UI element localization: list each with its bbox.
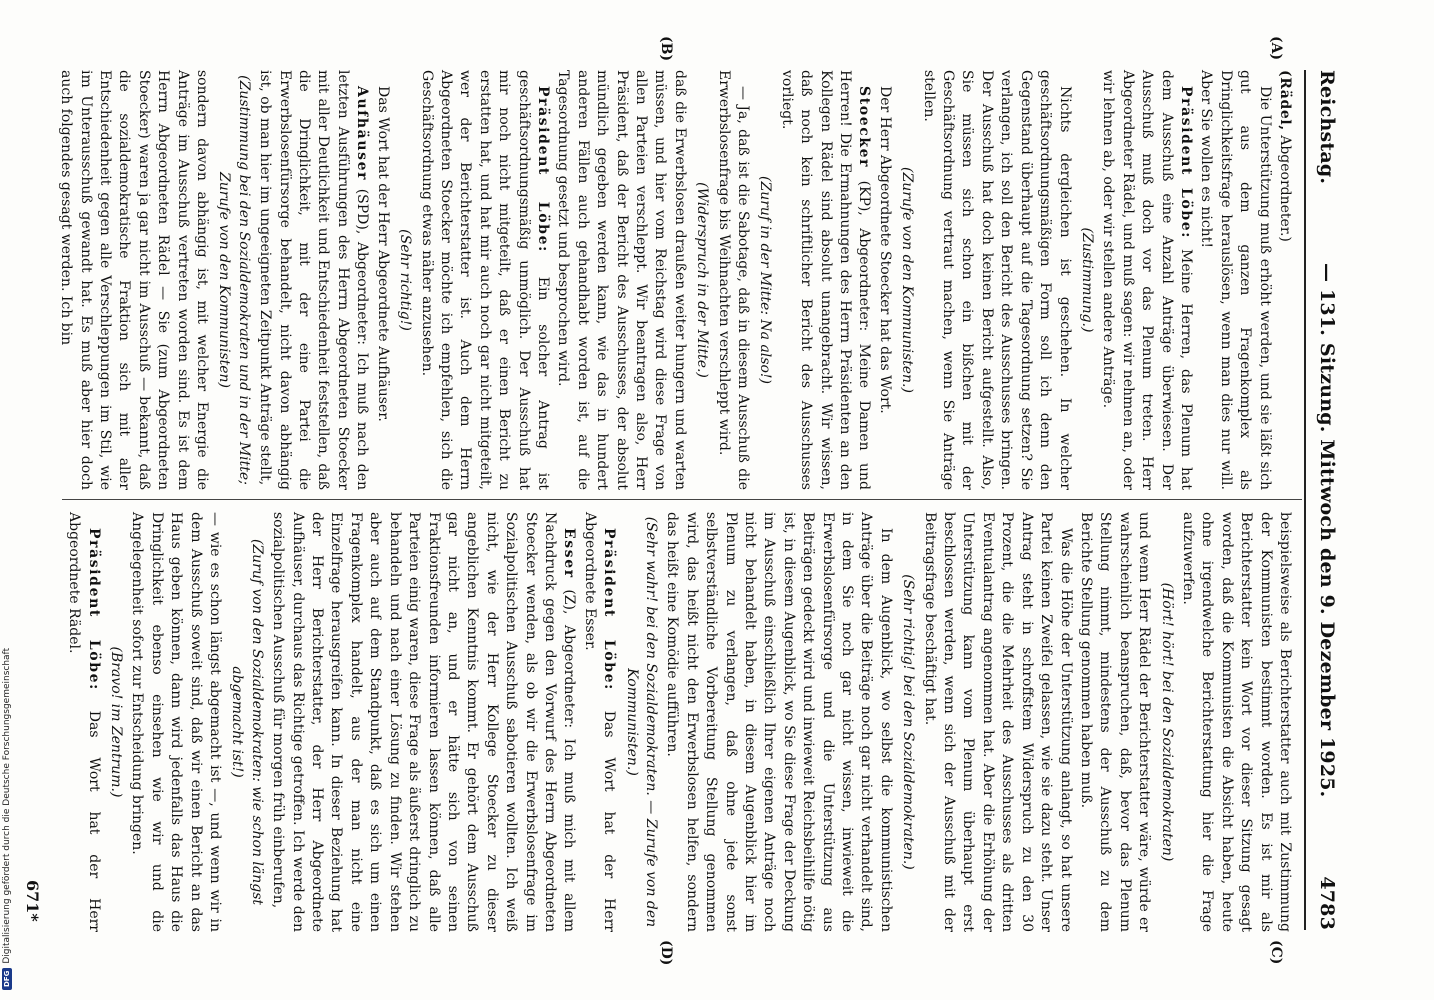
left-column [55, 70, 1294, 490]
paragraph [579, 512, 618, 932]
speaker-name: Präsident Löbe: [85, 528, 102, 691]
interjection: (Zuruf von den Sozialdemokraten: wie schon längst abgemacht ist!) [229, 538, 265, 906]
paragraph [1098, 70, 1195, 490]
speaker-name: Präsident Löbe: [601, 528, 618, 691]
interjection: (Bravo! im Zentrum.) [108, 646, 125, 798]
interjection: (Widerspruch in der Mitte.) [694, 182, 711, 378]
interjection: (Sehr richtig!) [397, 229, 414, 331]
running-header [1310, 70, 1338, 930]
interjection: (Sehr wahr! bei den Sozialdemokraten. — Zurufe von den Kommunisten.) [623, 516, 659, 928]
header-left: Reichstag. [1316, 70, 1338, 185]
speaker-name: Präsident Löbe: [534, 86, 551, 253]
paragraph: — Ja, daß ist die Sabotage, daß in diesem Ausschuß die Erwerbslosenfrage bis Weihnachten verschleppt wird. [715, 70, 752, 490]
paragraph: Die Unterstützung muß erhöht werden, und sie läßt sich gut aus dem ganzen Fragenkomplex als Dringlichkeitsfrage herauslösen, wenn man dies nur will. Aber Sie wollen es nicht! [1198, 70, 1273, 490]
margin-mark-b: (B) [658, 36, 674, 62]
paragraph: und wenn Herr Rädel der Berichterstatter wäre, würde er wahrscheinlich beanspruchen, daß, bevor das Plenum Stellung nimmt, mindestens der Ausschuß zu dem Berichte Stellung genommen haben muß. [1077, 512, 1153, 932]
speaker-name: Stoecker [856, 86, 873, 169]
paragraph: daß die Erwerbslosen draußen weiter hungern und warten müssen, und hier vom Reichstag wird diese Frage von allen Parteien verschleppt. Wir beantragen also, Herr Präsident, daß der Bericht des Ausschusses, der absolut mündlich gegeben werden kann, wie das in hundert anderen Fällen auch gehandhabt worden ist, auf die Tagesordnung gesetzt und besprochen wird. [555, 70, 688, 490]
header-rule [1304, 70, 1306, 930]
paragraph [416, 70, 552, 490]
interjection: (Zustimmung bei den Sozialdemokraten und in der Mitte; Zurufe von den Kommunisten) [216, 75, 252, 485]
speech-text: Das Wort hat der Herr Abgeordnete Esser. [581, 512, 618, 932]
paragraph: sondern davon abhängig ist, mit welcher Energie die Anträge im Ausschuß vertreten worden sind. Es ist dem Herrn Abgeordneten Rädel — Sie (zum Abgeordneten Stoecker) waren ja gar nicht im Ausschuß — bekannt, daß die sozialdemokratische Fraktion sich mit aller Entschiedenheit gegen alle Verschleppungen im Stil, wie im Unterausschuß gewandt hat. Es muß aber hier doch auch folgendes gesagt werden. Ich bin [58, 70, 211, 490]
paragraph: Was die Höhe der Unterstützung anlangt, so hat unsere Partei keinen Zweifel gelassen, wie sie dazu steht. Unser Antrag steht in schroffstem Widerspruch zu den 30 Prozent, die die Mehrheit des Ausschusses als dritten Eventualantrag angenommen hat. Aber die Erhöhung der Unterstützung kann vom Plenum überhaupt erst beschlossen werden, wenn sich der Ausschuß mit der Beitragsfrage beschäftigt hat. [921, 512, 1074, 932]
speech-text: Das Wort hat der Herr Abgeordnete Rädel. [66, 512, 102, 932]
column-divider [62, 499, 1302, 500]
page-number: 4783 [1316, 876, 1338, 930]
paragraph: Das Wort hat der Herr Abgeordnete Aufhäuser. [374, 86, 391, 422]
speaker-name: Präsident Löbe: [1177, 86, 1194, 239]
speaker-name: (Rädel, [1277, 70, 1293, 131]
speech-text: Ein solcher Antrag ist geschäftsordnungsmäßig unmöglich. Der Ausschuß hat mir noch nicht mitgeteilt, daß er einen Bericht zu erstatten hat, und hat mir auch noch gar nicht mitgeteilt, wer der Berichterstatter ist. Auch dem Herrn Abgeordneten Stoecker möchte ich empfehlen, sich die Geschäftsordnung etwas näher anzusehen. [418, 70, 551, 491]
paragraph: In dem Augenblick, wo selbst die kommunistischen Anträge über die Beiträge noch gar nicht verhandelt sind, in dem Sie noch gar nicht wissen, inwieweit die Erwerbslosenfürsorge und die Unterstützung aus Beiträgen gedeckt wird und inwieweit Reichsbeihilfe nötig ist, in diesem Augenblick, wo Sie diese Frage der Deckung im Ausschuß einschließlich Ihrer eigenen Anträge noch nicht behandelt haben, in diesem Augenblick hier im Plenum zu verlangen, daß ohne jede sonst selbstverständliche Vorbereitung Stellung genommen wird, das heißt nicht den Erwerbslosen helfen, sondern das heißt eine Komödie aufführen. [664, 512, 894, 932]
paragraph [1275, 70, 1294, 490]
margin-mark-d: (D) [658, 940, 674, 966]
paragraph [268, 512, 579, 932]
speaker-role: Abgeordneter.) [1277, 135, 1293, 242]
credit-text: Digitalisierung gefördert durch die Deutsche Forschungsgemeinschaft [2, 647, 12, 964]
speech-text: (KP), Abgeordneter: Meine Damen und Herren! Die Ermahnungen des Herrn Präsidenten an den Kollegen Rädel sind absolut unangebracht. Wir wissen, daß noch kein schriftlicher Bericht des Ausschusses vorliegt. [778, 70, 873, 491]
speech-text: (SPD), Abgeordneter: Ich muß nach den letzten Ausführungen des Herrn Abgeordneten Stoecker mit aller Deutlichkeit und Entschiedenheit feststellen, daß die Dringlichkeit, mit der eine Partei die Erwerbslosenfürsorge behandelt, nicht davon abhängig ist, ob man hier im ungeeigneten Zeitpunkt Anträge stellt, [257, 70, 371, 491]
interjection: (Zustimmung.) [1078, 227, 1095, 333]
paragraph: Nichts dergleichen ist geschehen. In welcher geschäftsordnungsmäßigen Form soll ich denn den Gegenstand überhaupt auf die Tagesordnung setzen? Sie verlangen, ich soll den Bericht des Ausschusses bringen. Der Ausschuß hat doch keinen Bericht aufgestellt. Also, Sie müssen sich schon ein bißchen mit der Geschäftsordnung vertraut machen, wenn Sie Anträge stellen. [920, 70, 1073, 490]
signature-mark: 671* [23, 880, 42, 922]
interjection: (Sehr richtig! bei den Sozialdemokraten.) [900, 574, 917, 870]
speech-text: (Z), Abgeordneter: Ich muß mich mit allem Nachdruck gegen den Vorwurf des Herrn Abgeordneten Stoecker wenden, als ob wir die Erwerbslosenfrage im Sozialpolitischen Ausschuß sabotieren wollten. Ich weiß nicht, wie der Herr Kollege Stoecker zu dieser angeblichen Kenntnis kommt. Er gehört dem Ausschuß gar nicht an, und er hätte sich von seinen Fraktionsfreunden informieren lassen können, daß alle Parteien einig waren, diese Frage als äußerst dringlich zu behandeln und nach einer Lösung zu finden. Wir stehen aber auch auf dem Standpunkt, daß es sich um einen Fragenkomplex handelt, aus der man nicht eine Einzelfrage herausgreifen kann. In dieser Beziehung hat der Herr Berichterstatter, der Herr Abgeordnete Aufhäuser, durchaus das Richtige getroffen. Ich werde den sozialpolitischen Ausschuß für morgen früh einberufen, [270, 512, 578, 932]
speaker-name: Aufhäuser [354, 86, 371, 182]
paragraph: — wie es schon längst abgemacht ist —, und wenn wir in dem Ausschuß soweit sind, daß wir einen Bericht an das Haus geben können, dann wird jedenfalls das Haus die Dringlichkeit ebenso einsehen wie wir und die Angelegenheit sofort zur Entscheidung bringen. [129, 512, 224, 932]
right-column [63, 512, 1294, 932]
paragraph: beispielsweise als Berichterstatter auch mit Zustimmung der Kommunisten bestimmt worden. Es ist mir als Berichterstatter kein Wort vor dieser Sitzung gesagt worden, daß die Kommunisten die Absicht haben, heute ohne irgendwelche Berichterstattung hier die Frage aufzuwerfen. [1179, 512, 1293, 932]
interjection: (Zurufe von den Kommunisten.) [899, 167, 916, 393]
dfg-logo-icon: DFG [2, 968, 12, 990]
speech-text: Meine Herren, das Plenum hat dem Ausschuß eine Anzahl Anträge überwiesen. Der Ausschuß muß doch vor das Plenum treten. Herr Abgeordneter Rädel, und muß sagen: wir nehmen an, oder wir lehnen ab, oder wir stellen andere Anträge. [1100, 70, 1194, 491]
interjection: (Zuruf in der Mitte: Na also!) [757, 176, 774, 384]
paragraph [255, 70, 371, 490]
digitization-credit [2, 648, 12, 990]
interjection: (Hört! hört! bei den Sozialdemokraten) [1158, 582, 1175, 862]
margin-mark-c: (C) [1268, 940, 1284, 965]
header-center: — 131. Sitzung. Mittwoch den 9. Dezember 1925. [1316, 263, 1338, 798]
margin-mark-a: (A) [1268, 36, 1284, 61]
paragraph [64, 512, 103, 932]
paragraph: Der Herr Abgeordnete Stoecker hat das Wort. [876, 86, 893, 414]
paragraph [776, 70, 873, 490]
speaker-name: Esser [561, 528, 578, 579]
